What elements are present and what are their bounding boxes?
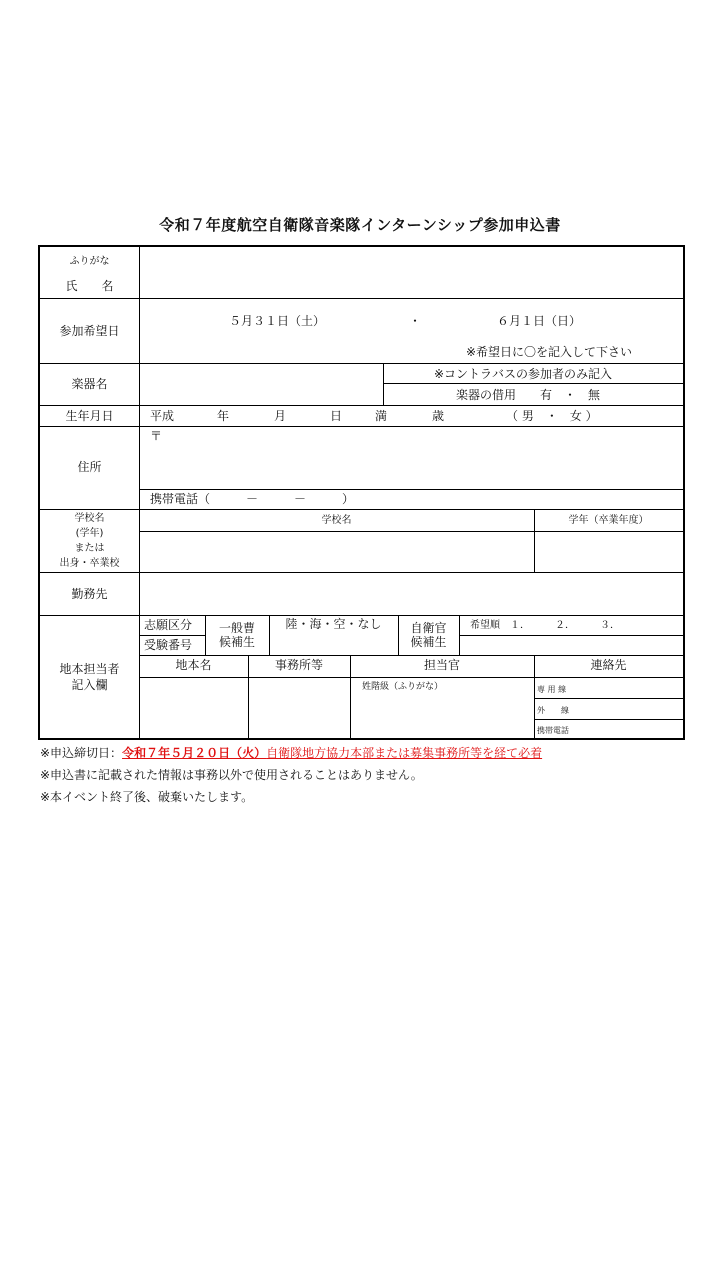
- row-divider: [139, 489, 683, 490]
- preference-field[interactable]: 希望順 １． ２． ３．: [470, 620, 620, 631]
- contact-row-label: 専 用 線: [537, 685, 567, 694]
- age-suffix: 歳: [432, 409, 445, 423]
- office-header: 事務所等: [274, 658, 323, 672]
- day-label: 日: [330, 409, 343, 423]
- jieikan-line: 候補生: [410, 635, 447, 649]
- work-field[interactable]: [142, 575, 680, 612]
- grade-field[interactable]: [537, 534, 680, 569]
- address-label: 住所: [77, 460, 102, 474]
- school-label-line: 出身・卒業校: [59, 558, 120, 569]
- row-divider: [534, 698, 683, 699]
- row-divider: [534, 719, 683, 720]
- contact-row-label: 携帯電話: [537, 726, 569, 735]
- row-divider: [139, 655, 683, 656]
- branch-options[interactable]: 陸・海・空・なし: [285, 617, 382, 631]
- rental-label: 楽器の借用: [456, 388, 517, 402]
- row-divider: [139, 635, 205, 636]
- ippan-option[interactable]: [205, 621, 269, 649]
- date-note: ※希望日に〇を記入して下さい: [466, 345, 633, 359]
- grade-header: 学年（卒業年度）: [568, 515, 649, 526]
- instrument-field[interactable]: [142, 366, 380, 402]
- row-divider: [383, 383, 683, 384]
- disposal-note: ※本イベント終了後、破棄いたします。: [40, 790, 254, 804]
- address-field[interactable]: [142, 444, 680, 486]
- school-label: [40, 511, 139, 571]
- gender-options[interactable]: （ 男 ・ 女 ）: [506, 409, 598, 423]
- school-label-line: 学校名: [74, 513, 105, 524]
- rental-options[interactable]: 有 ・ 無: [540, 388, 601, 402]
- school-field[interactable]: [142, 534, 531, 569]
- school-label-line: または: [74, 543, 105, 554]
- postal-mark: 〒: [150, 429, 163, 443]
- row-divider: [40, 509, 683, 510]
- office-label: [40, 661, 139, 693]
- age-prefix: 満: [375, 409, 388, 423]
- row-divider: [40, 615, 683, 616]
- col-divider: [383, 363, 384, 405]
- name-label: 氏 名: [65, 279, 114, 293]
- deadline-via: 自衛隊地方協力本部または募集事務所等を経て必着: [266, 746, 543, 760]
- ippan-line: 一般曹: [218, 621, 255, 635]
- school-label-line: (学年): [75, 528, 104, 539]
- officer-header: 担当官: [423, 658, 460, 672]
- row-divider: [40, 572, 683, 573]
- chihon-header: 地本名: [175, 658, 212, 672]
- shigan-kubun-label: 志願区分: [144, 618, 193, 632]
- row-divider: [40, 426, 683, 427]
- row-divider: [139, 531, 683, 532]
- date-separator: ・: [409, 314, 422, 328]
- instrument-label: 楽器名: [71, 377, 108, 391]
- era-label: 平成: [150, 409, 175, 423]
- office-label-line: 記入欄: [71, 678, 108, 692]
- privacy-note: ※申込書に記載された情報は事務以外で使用されることはありません。: [40, 768, 423, 782]
- name-field[interactable]: [142, 251, 680, 295]
- work-label: 勤務先: [71, 587, 108, 601]
- row-divider: [40, 363, 683, 364]
- row-divider: [139, 677, 683, 678]
- jieikan-line: 自衛官: [410, 621, 447, 635]
- jieikan-option[interactable]: [398, 621, 459, 649]
- deadline-prefix: ※申込締切日：: [40, 746, 123, 760]
- date-option-2[interactable]: ６月１日（日）: [497, 314, 582, 328]
- office-label-line: 地本担当者: [59, 662, 120, 676]
- application-form: [38, 245, 685, 740]
- row-divider: [40, 298, 683, 299]
- contact-row-label: 外 線: [537, 706, 569, 715]
- instrument-note: ※コントラバスの参加者のみ記入: [434, 367, 613, 381]
- month-label: 月: [274, 409, 287, 423]
- row-divider: [40, 405, 683, 406]
- page-title: 令和７年度航空自衛隊音楽隊インターンシップ参加申込書: [159, 216, 561, 234]
- date-label: 参加希望日: [59, 324, 120, 338]
- contact-header: 連絡先: [590, 658, 627, 672]
- col-divider: [459, 615, 460, 655]
- row-divider: [459, 635, 683, 636]
- furigana-label: ふりがな: [69, 256, 110, 267]
- year-label: 年: [217, 409, 230, 423]
- school-header: 学校名: [321, 515, 352, 526]
- ippan-line: 候補生: [218, 635, 255, 649]
- deadline-note: [40, 742, 542, 764]
- notes: [40, 742, 542, 808]
- deadline-date: 令和７年５月２０日（火）: [122, 746, 267, 760]
- date-option-1[interactable]: ５月３１日（土）: [229, 314, 326, 328]
- officer-sub-label: 姓階級（ふりがな）: [362, 682, 444, 692]
- birth-label: 生年月日: [65, 409, 114, 423]
- juken-bangou-label: 受験番号: [144, 638, 193, 652]
- phone-field[interactable]: 携帯電話（ － － ）: [150, 492, 355, 506]
